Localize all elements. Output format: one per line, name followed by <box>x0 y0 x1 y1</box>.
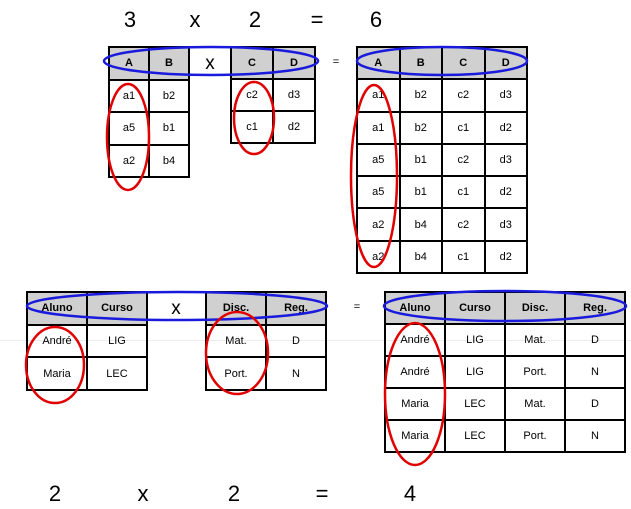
eq2-result: 4 <box>403 481 417 506</box>
table-cell: LEC <box>445 420 505 452</box>
table-r <box>108 46 190 178</box>
table-s <box>230 46 316 144</box>
table-row <box>357 79 527 111</box>
table-cell: b2 <box>149 80 189 113</box>
table-row <box>206 357 326 390</box>
table-cell: b2 <box>400 79 443 111</box>
table-cell: d2 <box>485 241 528 273</box>
table-cell: Mat. <box>505 324 565 356</box>
table-cell: D <box>565 388 625 420</box>
equals-1: = <box>332 56 340 68</box>
table-row <box>27 357 147 390</box>
column-header: Curso <box>445 292 505 324</box>
column-header: Aluno <box>27 292 87 325</box>
table-row <box>109 80 189 113</box>
table-product-2 <box>384 291 626 453</box>
table-row <box>385 420 625 452</box>
table-students <box>26 291 148 391</box>
column-header: D <box>485 47 528 79</box>
table-cell: c2 <box>442 144 485 176</box>
eq1-right: 2 <box>248 7 262 32</box>
table-cell: b2 <box>400 112 443 144</box>
table-cell: a2 <box>357 241 400 273</box>
table-cell: d3 <box>273 79 315 111</box>
column-header: A <box>109 47 149 80</box>
table-cell: D <box>266 325 326 358</box>
table-cell: b1 <box>400 144 443 176</box>
table-cell: N <box>565 420 625 452</box>
eq1-eq: = <box>310 7 324 32</box>
table-cell: c2 <box>442 208 485 240</box>
table-cell: Maria <box>27 357 87 390</box>
table-courses <box>205 291 327 391</box>
column-header: Curso <box>87 292 147 325</box>
table-cell: a2 <box>109 145 149 178</box>
table-row <box>27 325 147 358</box>
table-row <box>357 144 527 176</box>
table-row <box>357 176 527 208</box>
table-row <box>385 388 625 420</box>
table-cell: b4 <box>149 145 189 178</box>
column-header: Disc. <box>505 292 565 324</box>
table-cell: André <box>385 324 445 356</box>
equals-2: = <box>353 301 361 313</box>
table-cell: a1 <box>357 112 400 144</box>
table-cell: LIG <box>445 324 505 356</box>
header-row <box>385 292 625 324</box>
table-cell: d3 <box>485 208 528 240</box>
header-row <box>206 292 326 325</box>
table-cell: D <box>565 324 625 356</box>
header-row <box>231 47 315 79</box>
table-cell: a1 <box>109 80 149 113</box>
table-cell: Port. <box>505 420 565 452</box>
column-header: Disc. <box>206 292 266 325</box>
table-cell: Port. <box>505 356 565 388</box>
eq1-result: 6 <box>369 7 383 32</box>
table-cell: c1 <box>442 176 485 208</box>
table-row <box>357 112 527 144</box>
table-cell: c1 <box>442 241 485 273</box>
column-header: Aluno <box>385 292 445 324</box>
table-cell: a5 <box>109 112 149 145</box>
table-cell: b1 <box>149 112 189 145</box>
times-2: x <box>171 298 181 319</box>
table-cell: d2 <box>485 112 528 144</box>
table-cell: André <box>385 356 445 388</box>
table-cell: b4 <box>400 241 443 273</box>
table-cell: c2 <box>231 79 273 111</box>
table-cell: d3 <box>485 79 528 111</box>
table-cell: Mat. <box>505 388 565 420</box>
table-cell: a5 <box>357 176 400 208</box>
table-row <box>385 324 625 356</box>
table-row <box>109 112 189 145</box>
column-header: C <box>442 47 485 79</box>
column-header: Reg. <box>565 292 625 324</box>
eq2-op: x <box>137 481 149 506</box>
table-cell: LIG <box>87 325 147 358</box>
table-cell: N <box>266 357 326 390</box>
table-cell: a1 <box>357 79 400 111</box>
table-row <box>385 356 625 388</box>
table-cell: Port. <box>206 357 266 390</box>
table-cell: b4 <box>400 208 443 240</box>
table-product-1 <box>356 46 528 274</box>
table-row <box>109 145 189 178</box>
header-row <box>357 47 527 79</box>
table-cell: Maria <box>385 388 445 420</box>
table-cell: c1 <box>442 112 485 144</box>
column-header: B <box>400 47 443 79</box>
eq1-left: 3 <box>123 7 137 32</box>
table-cell: Mat. <box>206 325 266 358</box>
table-cell: c1 <box>231 111 273 143</box>
table-row <box>357 208 527 240</box>
table-cell: d2 <box>273 111 315 143</box>
column-header: D <box>273 47 315 79</box>
table-cell: LEC <box>445 388 505 420</box>
table-cell: d2 <box>485 176 528 208</box>
table-cell: c2 <box>442 79 485 111</box>
table-cell: a5 <box>357 144 400 176</box>
table-cell: André <box>27 325 87 358</box>
table-cell: d3 <box>485 144 528 176</box>
table-cell: b1 <box>400 176 443 208</box>
table-cell: Maria <box>385 420 445 452</box>
table-cell: N <box>565 356 625 388</box>
header-row <box>27 292 147 325</box>
column-header: Reg. <box>266 292 326 325</box>
table-row <box>231 111 315 143</box>
eq1-op: x <box>189 7 201 32</box>
eq2-eq: = <box>315 481 329 506</box>
column-header: A <box>357 47 400 79</box>
column-header: B <box>149 47 189 80</box>
table-cell: LIG <box>445 356 505 388</box>
table-row <box>231 79 315 111</box>
column-header: C <box>231 47 273 79</box>
table-cell: LEC <box>87 357 147 390</box>
table-cell: a2 <box>357 208 400 240</box>
eq2-left: 2 <box>48 481 62 506</box>
eq2-right: 2 <box>227 481 241 506</box>
header-row <box>109 47 189 80</box>
table-row <box>206 325 326 358</box>
table-row <box>357 241 527 273</box>
times-1: x <box>205 53 215 74</box>
